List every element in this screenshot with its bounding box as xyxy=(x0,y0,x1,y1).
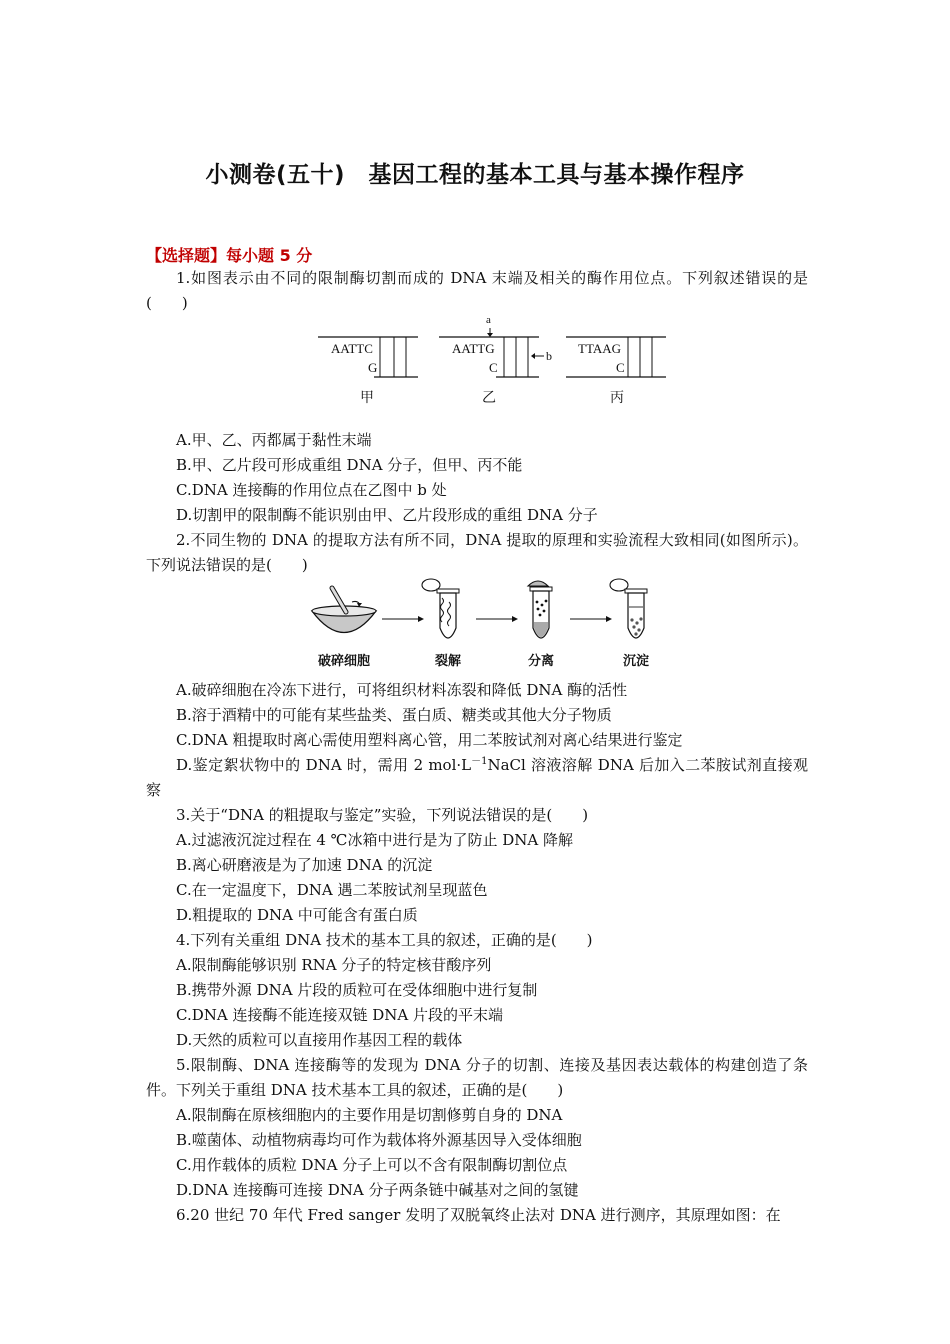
dna-ends-diagram xyxy=(146,316,808,428)
section-label: 【选择题】 xyxy=(146,246,227,265)
question-3-stem: 3.关于“DNA 的粗提取与鉴定”实验，下列说法错误的是( ) xyxy=(176,806,589,824)
question-3-option-b: B.离心研磨液是为了加速 DNA 的沉淀 xyxy=(176,856,433,874)
question-6-stem: 6.20 世纪 70 年代 Fred sanger 发明了双脱氧终止法对 DNA 进行测序，其原理如图：在 xyxy=(176,1206,781,1224)
question-1-stem: 1.如图表示由不同的限制酶切割而成的 DNA 末端及相关的酶作用位点。下列叙述错误的是( ) xyxy=(146,269,808,312)
question-5-option-a: A.限制酶在原核细胞内的主要作用是切割修剪自身的 DNA xyxy=(176,1106,563,1124)
question-1-option-b: B.甲、乙片段可形成重组 DNA 分子，但甲、丙不能 xyxy=(176,456,523,474)
step-label-lysis: 裂解 xyxy=(434,654,462,669)
question-3-option-c: C.在一定温度下，DNA 遇二苯胺试剂呈现蓝色 xyxy=(176,881,488,899)
question-2-option-b: B.溶于酒精中的可能有某些盐类、蛋白质、糖类或其他大分子物质 xyxy=(176,706,612,724)
tube-separation-icon xyxy=(528,581,552,638)
question-4-option-a: A.限制酶能够识别 RNA 分子的特定核苷酸序列 xyxy=(176,956,492,974)
section-score: 每小题 5 分 xyxy=(226,246,313,265)
question-2-option-d-after: NaCl 溶液溶解 DNA 后加入二苯胺试剂直接观察 xyxy=(146,756,808,799)
question-4-option-b: B.携带外源 DNA 片段的质粒可在受体细胞中进行复制 xyxy=(176,981,538,999)
question-4-option-d: D.天然的质粒可以直接用作基因工程的载体 xyxy=(176,1031,463,1049)
question-2-option-d xyxy=(146,753,808,803)
section-header xyxy=(146,243,312,266)
fragment-yi xyxy=(439,316,552,406)
question-5-option-b: B.噬菌体、动植物病毒均可作为载体将外源基因导入受体细胞 xyxy=(176,1131,582,1149)
question-5-option-c: C.用作载体的质粒 DNA 分子上可以不含有限制酶切割位点 xyxy=(176,1156,568,1174)
question-2-option-d-sup: －1 xyxy=(471,756,488,767)
question-5-stem: 5.限制酶、DNA 连接酶等的发现为 DNA 分子的切割、连接及基因表达载体的构建创造了条件。下列关于重组 DNA 技术基本工具的叙述，正确的是( ) xyxy=(146,1056,808,1099)
fragment-yi-top: AATTG xyxy=(452,341,495,356)
question-1-option-c: C.DNA 连接酶的作用位点在乙图中 b 处 xyxy=(176,481,447,499)
question-1-figure xyxy=(146,316,808,428)
fragment-bing-label: 丙 xyxy=(610,391,624,406)
question-1-option-a: A.甲、乙、丙都属于黏性末端 xyxy=(176,431,372,449)
question-3-option-a: A.过滤液沉淀过程在 4 ℃冰箱中进行是为了防止 DNA 降解 xyxy=(176,831,573,849)
question-4-option-c: C.DNA 连接酶不能连接双链 DNA 片段的平末端 xyxy=(176,1006,503,1024)
question-2-figure xyxy=(146,578,808,678)
step-label-separation: 分离 xyxy=(527,654,555,669)
fragment-bing xyxy=(566,337,666,406)
tube-lysis-icon xyxy=(422,579,459,638)
fragment-jia-label: 甲 xyxy=(360,391,374,406)
page-title: 小测卷(五十) 基因工程的基本工具与基本操作程序 xyxy=(205,162,745,188)
question-2-option-a: A.破碎细胞在冷冻下进行，可将组织材料冻裂和降低 DNA 酶的活性 xyxy=(176,681,628,699)
question-1-option-d: D.切割甲的限制酶不能识别由甲、乙片段形成的重组 DNA 分子 xyxy=(176,506,598,524)
question-3-option-d: D.粗提取的 DNA 中可能含有蛋白质 xyxy=(176,906,418,924)
arrow-a-label: a xyxy=(486,316,491,327)
question-2-stem: 2.不同生物的 DNA 的提取方法有所不同，DNA 提取的原理和实验流程大致相同(如图所示)。下列说法错误的是( ) xyxy=(146,531,808,574)
tube-precipitation-icon xyxy=(610,579,647,638)
fragment-yi-label: 乙 xyxy=(482,391,496,406)
dna-extraction-flow-diagram xyxy=(146,578,808,678)
question-2-option-c: C.DNA 粗提取时离心需使用塑料离心管，用二苯胺试剂对离心结果进行鉴定 xyxy=(176,731,683,749)
fragment-jia xyxy=(318,337,418,406)
fragment-bing-bottom: C xyxy=(616,360,625,375)
question-5-option-d: D.DNA 连接酶可连接 DNA 分子两条链中碱基对之间的氢键 xyxy=(176,1181,579,1199)
fragment-bing-top: TTAAG xyxy=(578,341,622,356)
question-2-option-d-before: D.鉴定絮状物中的 DNA 时，需用 2 mol·L xyxy=(176,756,472,774)
step-label-break-cells: 破碎细胞 xyxy=(317,654,371,669)
step-label-precipitation: 沉淀 xyxy=(622,654,650,669)
fragment-jia-bottom: G xyxy=(368,360,378,375)
question-4-stem: 4.下列有关重组 DNA 技术的基本工具的叙述，正确的是( ) xyxy=(176,931,593,949)
arrow-b-label: b xyxy=(546,349,552,363)
question-list xyxy=(146,266,808,1228)
fragment-jia-top: AATTC xyxy=(331,341,373,356)
fragment-yi-bottom: C xyxy=(489,360,498,375)
mortar-pestle-icon xyxy=(312,588,376,633)
